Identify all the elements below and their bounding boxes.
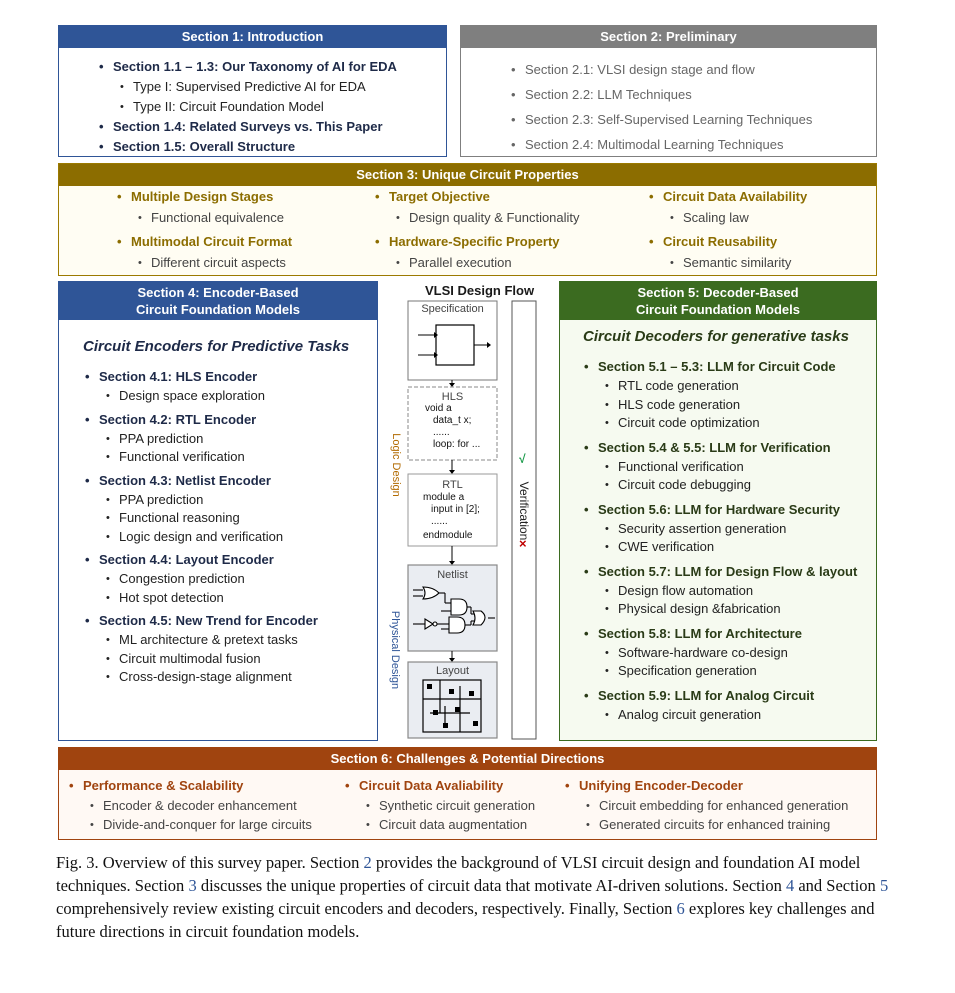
list-item: • Section 5.1 – 5.3: LLM for Circuit Code • RTL code generation • HLS code generation • Circuit code optimization	[598, 357, 857, 433]
list-item: • Section 5.6: LLM for Hardware Security • Security assertion generation • CWE verification	[598, 500, 857, 557]
list-item: • Generated circuits for enhanced training	[599, 816, 848, 835]
section-5-box	[559, 281, 877, 741]
flow-title: VLSI Design Flow	[425, 283, 535, 298]
list-item: • Unifying Encoder-Decoder • Circuit embedding for enhanced generation • Generated circuits for enhanced training	[579, 775, 848, 834]
spec-label: Specification	[421, 303, 484, 315]
challenges-col-2	[359, 775, 535, 834]
list-item: • Section 2.2: LLM Techniques	[525, 82, 812, 107]
cross-icon: ×	[519, 536, 527, 551]
list-item: • Physical design &fabrication	[618, 600, 857, 619]
props-col-2	[389, 186, 629, 273]
list-item: • PPA prediction	[119, 491, 318, 510]
list-item: • Synthetic circuit generation	[379, 797, 535, 816]
list-item: • Circuit Data Availability • Scaling law	[663, 186, 903, 228]
list-item: • Performance & Scalability • Encoder & decoder enhancement • Divide-and-conquer for large circuits	[83, 775, 312, 834]
list-item: • Section 4.1: HLS Encoder • Design space exploration	[99, 367, 318, 406]
list-item: • Semantic similarity	[683, 253, 903, 273]
list-item: • PPA prediction	[119, 430, 318, 449]
list-item: • HLS code generation	[618, 396, 857, 415]
list-item: • Section 4.3: Netlist Encoder • PPA prediction • Functional reasoning • Logic design and verification	[99, 471, 318, 547]
figure-caption: Fig. 3. Overview of this survey paper. Section 2 provides the background of VLSI circuit design and foundation AI model techniques. Section 3 discusses the unique properties of circuit data that motivate AI-driven solutions. Section 4 and Section 5 comprehensively review existing circuit encoders and decoders, respectively. Finally, Section 6 explores key challenges and future directions in circuit foundation models.	[56, 853, 889, 941]
challenges-col-3	[579, 775, 848, 834]
encoder-subtitle: Circuit Encoders for Predictive Tasks	[83, 338, 350, 355]
vlsi-flow-box	[385, 281, 552, 741]
list-item: • RTL code generation	[618, 377, 857, 396]
hls-code: void a data_t x; ...... loop: for ...	[425, 403, 481, 450]
list-item: • Section 5.8: LLM for Architecture • Software-hardware co-design • Specification generation	[598, 624, 857, 681]
encoder-list	[99, 367, 318, 691]
section-6-title: Section 6: Challenges & Potential Directions	[59, 748, 876, 770]
list-item: • Circuit multimodal fusion	[119, 650, 318, 669]
list-item: • Different circuit aspects	[151, 253, 371, 273]
decoder-subtitle: Circuit Decoders for generative tasks	[583, 328, 849, 345]
list-item: • Security assertion generation	[618, 520, 857, 539]
list-item: • Divide-and-conquer for large circuits	[103, 816, 312, 835]
list-item: • Section 1.1 – 1.3: Our Taxonomy of AI for EDA • Type I: Supervised Predictive AI for EDA • Type II: Circuit Foundation Model	[113, 57, 397, 117]
list-item: • Congestion prediction	[119, 570, 318, 589]
list-item: • Design quality & Functionality	[409, 208, 629, 228]
list-item: • Analog circuit generation	[618, 706, 857, 725]
verification-label: Verification	[517, 481, 531, 541]
props-col-3	[663, 186, 903, 273]
physical-design-label: Physical Design	[389, 610, 401, 690]
list-item: • Multimodal Circuit Format • Different circuit aspects	[131, 231, 371, 273]
list-item: • Circuit code debugging	[618, 476, 857, 495]
list-item: • Type II: Circuit Foundation Model	[133, 97, 397, 117]
list-item: • Scaling law	[683, 208, 903, 228]
list-item: • Hot spot detection	[119, 589, 318, 608]
section-6-box	[58, 747, 877, 840]
section-ref-link[interactable]: 5	[879, 876, 889, 895]
section-1-title: Section 1: Introduction	[59, 26, 446, 48]
list-item: • ML architecture & pretext tasks	[119, 631, 318, 650]
check-icon: √	[519, 452, 526, 466]
list-item: • Section 5.7: LLM for Design Flow & layout • Design flow automation • Physical design &fabrication	[598, 562, 857, 619]
list-item: • Circuit embedding for enhanced generation	[599, 797, 848, 816]
rtl-label: RTL	[442, 479, 463, 491]
list-item: • Software-hardware co-design	[618, 644, 857, 663]
rtl-code: module a input in [2]; ...... endmodule	[423, 492, 480, 541]
decoder-list	[598, 357, 857, 729]
section-ref-link[interactable]: 4	[785, 876, 795, 895]
spec-block	[436, 325, 474, 365]
list-item: • Functional verification	[618, 458, 857, 477]
list-item: • Encoder & decoder enhancement	[103, 797, 312, 816]
list-item: • Circuit Reusability • Semantic similarity	[663, 231, 903, 273]
list-item: • Section 4.2: RTL Encoder • PPA prediction • Functional verification	[99, 410, 318, 467]
hls-label: HLS	[441, 391, 464, 403]
section-3-title: Section 3: Unique Circuit Properties	[59, 164, 876, 186]
list-item: • Multiple Design Stages • Functional equivalence	[131, 186, 371, 228]
section-4-title: Section 4: Encoder-Based Circuit Foundation Models	[59, 282, 377, 320]
list-item: • Design flow automation	[618, 582, 857, 601]
section-2-list	[525, 57, 812, 157]
list-item: • Target Objective • Design quality & Functionality	[389, 186, 629, 228]
list-item: • Specification generation	[618, 662, 857, 681]
list-item: • Section 5.4 & 5.5: LLM for Verification • Functional verification • Circuit code debugging	[598, 438, 857, 495]
list-item: • Section 2.1: VLSI design stage and flow	[525, 57, 812, 82]
list-item: • Design space exploration	[119, 387, 318, 406]
challenges-col-1	[83, 775, 312, 834]
list-item: • Section 4.5: New Trend for Encoder • ML architecture & pretext tasks • Circuit multimodal fusion • Cross-design-stage alignment	[99, 611, 318, 687]
section-5-title: Section 5: Decoder-Based Circuit Foundation Models	[560, 282, 876, 320]
list-item: • Circuit data augmentation	[379, 816, 535, 835]
list-item: • Functional equivalence	[151, 208, 371, 228]
netlist-label: Netlist	[437, 569, 468, 581]
list-item: • Logic design and verification	[119, 528, 318, 547]
list-item: • Functional verification	[119, 448, 318, 467]
section-1-box	[58, 25, 447, 157]
list-item: • Section 1.5: Overall Structure	[113, 137, 397, 157]
list-item: • Hardware-Specific Property • Parallel execution	[389, 231, 629, 273]
section-2-title: Section 2: Preliminary	[461, 26, 876, 48]
props-col-1	[131, 186, 371, 273]
list-item: • Functional reasoning	[119, 509, 318, 528]
section-ref-link[interactable]: 3	[188, 876, 197, 895]
section-1-list	[113, 57, 397, 157]
list-item: • Type I: Supervised Predictive AI for EDA	[133, 77, 397, 97]
list-item: • Section 4.4: Layout Encoder • Congestion prediction • Hot spot detection	[99, 550, 318, 607]
layout-label: Layout	[435, 665, 470, 677]
logic-design-label: Logic Design	[390, 433, 402, 497]
section-ref-link[interactable]: 2	[363, 853, 372, 872]
list-item: • Section 5.9: LLM for Analog Circuit • Analog circuit generation	[598, 686, 857, 725]
list-item: • Section 2.3: Self-Supervised Learning Techniques	[525, 107, 812, 132]
list-item: • Section 1.4: Related Surveys vs. This Paper	[113, 117, 397, 137]
list-item: • CWE verification	[618, 538, 857, 557]
list-item: • Circuit code optimization	[618, 414, 857, 433]
section-4-box	[58, 281, 378, 741]
section-3-box	[58, 163, 877, 276]
list-item: • Circuit Data Avaliability • Synthetic circuit generation • Circuit data augmentation	[359, 775, 535, 834]
list-item: • Section 2.4: Multimodal Learning Techniques	[525, 132, 812, 157]
list-item: • Cross-design-stage alignment	[119, 668, 318, 687]
list-item: • Parallel execution	[409, 253, 629, 273]
section-2-box	[460, 25, 877, 157]
section-ref-link[interactable]: 6	[676, 899, 685, 918]
